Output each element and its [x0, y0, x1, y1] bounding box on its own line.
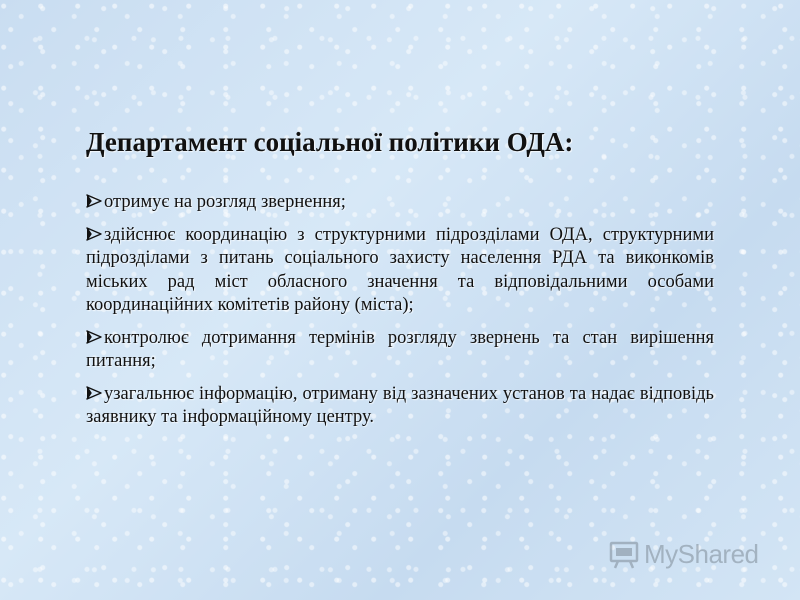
bullet-list	[86, 191, 714, 439]
list-item	[86, 191, 714, 215]
list-item	[86, 383, 714, 430]
watermark	[608, 536, 759, 572]
arrow-bullet-icon	[86, 194, 102, 208]
arrow-bullet-icon	[86, 386, 102, 400]
slide-title: Департамент соціальної політики ОДА:	[86, 127, 574, 157]
arrow-bullet-icon	[86, 330, 102, 344]
list-item	[86, 224, 714, 318]
arrow-bullet-icon	[86, 227, 102, 241]
list-item	[86, 327, 714, 374]
presentation-board-icon	[608, 538, 640, 570]
bullet-text: контролює дотримання термінів розгляду звернень та стан вирішення питання;	[86, 327, 714, 371]
bullet-text: здійснює координацію з структурними підрозділами ОДА, структурними підрозділами з питань соціального захисту населення РДА та виконкомів міських рад міст обласного значення та відповідальними особами координаційних комітетів району (міста);	[86, 224, 714, 315]
bullet-text: узагальнює інформацію, отриману від зазначених установ та надає відповідь заявнику та інформаційному центру.	[86, 383, 714, 427]
bullet-text: отримує на розгляд звернення;	[104, 192, 346, 212]
watermark-text: MyShared	[644, 538, 759, 569]
